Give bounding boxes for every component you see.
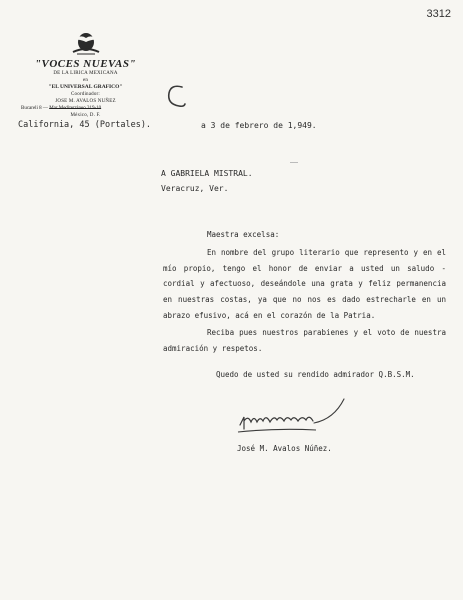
letterhead-line3: "EL UNIVERSAL GRAFICO" bbox=[48, 84, 123, 90]
letterhead-title: "VOCES NUEVAS" bbox=[34, 58, 137, 70]
letter-date: a 3 de febrero de 1,949. bbox=[201, 121, 317, 130]
letterhead-line4: Coordinador: bbox=[70, 92, 101, 97]
eagle-emblem-icon bbox=[71, 30, 101, 56]
salutation: Maestra excelsa: bbox=[207, 230, 280, 239]
paragraph-1: En nombre del grupo literario que represento y en el mío propio, tengo el honor de enviar a usted un saludo - cordial y afectuoso, deseándole una grata y feliz permanencia en nuestras costas, ya que no nos es dado estrecharle en un abrazo efusivo, acá en el corazón de la Patria. bbox=[163, 247, 446, 320]
archive-number: 3312 bbox=[426, 8, 451, 20]
handwritten-initial-mark bbox=[165, 83, 187, 111]
letterhead-city: México, D. F. bbox=[70, 113, 101, 118]
handwritten-signature bbox=[236, 395, 348, 443]
letterhead-coordinator: JOSE M. AVALOS NUÑEZ bbox=[55, 99, 116, 104]
letterhead-address bbox=[18, 105, 153, 112]
signer-name: José M. Avalos Núñez. bbox=[237, 444, 332, 453]
letterhead-line2: en bbox=[82, 78, 89, 83]
letterhead-line1: DE LA LIRICA MEXICANA bbox=[53, 71, 118, 76]
typed-street-address: California, 45 (Portales). bbox=[18, 120, 152, 130]
recipient-city: Veracruz, Ver. bbox=[161, 184, 229, 193]
paragraph-2: Reciba pues nuestros parabienes y el voto de nuestra admiración y respetos. bbox=[163, 327, 446, 353]
address-struck: Mar Mediterráneo 319-10 bbox=[49, 106, 102, 111]
recipient-block bbox=[161, 166, 253, 196]
address-prefix: Bucareli 8 — bbox=[21, 106, 48, 111]
recipient-name: A GABRIELA MISTRAL. bbox=[161, 169, 253, 178]
letter-body bbox=[163, 227, 446, 357]
letterhead bbox=[18, 30, 153, 119]
closing-line: Quedo de usted su rendido admirador Q.B.S.M. bbox=[216, 370, 415, 379]
pencil-mark bbox=[290, 162, 298, 163]
